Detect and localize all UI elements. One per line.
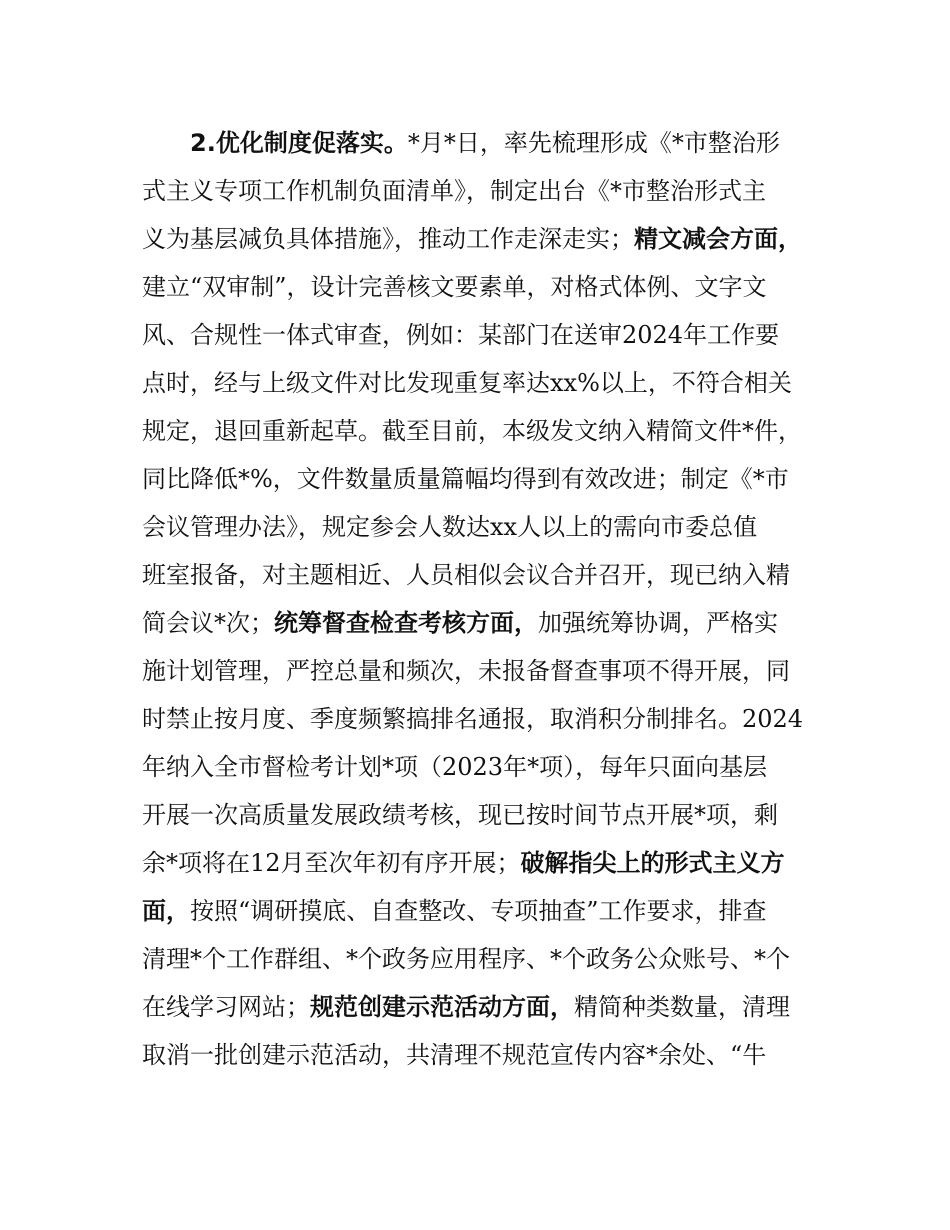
text-segment: 破解指尖上的形式主义方: [520, 849, 785, 877]
text-segment: 式主义专项工作机制负面清单》，制定出台《*市整治形式主: [142, 177, 766, 205]
text-segment: 规范创建示范活动方面，: [310, 993, 574, 1021]
text-segment: 取消一批创建示范活动，共清理不规范宣传内容*余处、“牛: [142, 1041, 767, 1069]
text-line: [142, 411, 802, 451]
text-segment: 年纳入全市督检考计划*项（2023年*项），每年只面向基层: [142, 753, 768, 781]
text-line: [142, 939, 790, 979]
text-segment: 施计划管理，严控总量和频次，未报备督查事项不得开展，同: [142, 657, 790, 685]
text-segment: 清理*个工作群组、*个政务应用程序、*个政务公众账号、*个: [142, 945, 790, 973]
text-line: [142, 315, 779, 355]
text-segment: 建立“双审制”，设计完善核文要素单，对格式体例、文字文: [142, 273, 767, 301]
text-segment: 同比降低*%，文件数量质量篇幅均得到有效改进；制定《*市: [142, 465, 789, 493]
text-segment: 会议管理办法》，规定参会人数达xx人以上的需向市委总值: [142, 513, 758, 541]
text-segment: 义为基层减负具体措施》，推动工作走深走实；: [142, 225, 634, 253]
text-line: [142, 795, 778, 835]
text-line: [142, 891, 767, 931]
text-line: [142, 843, 785, 883]
text-segment: 规定，退回重新起草。截至目前，本级发文纳入精简文件*件，: [142, 417, 802, 445]
text-line: [190, 123, 780, 163]
text-segment: 统筹督查检查考核方面，: [274, 609, 538, 637]
text-segment: 按照“调研摸底、自查整改、专项抽查”工作要求，排查: [190, 897, 767, 925]
text-segment: 面，: [142, 897, 190, 925]
text-segment: 2.优化制度促落实。: [190, 129, 408, 157]
text-line: [142, 219, 802, 259]
text-line: [142, 747, 767, 787]
text-segment: 时禁止按月度、季度频繁搞排名通报，取消积分制排名。2024: [142, 705, 804, 733]
text-segment: 余*项将在12月至次年初有序开展；: [142, 849, 521, 877]
text-segment: 加强统筹协调，严格实: [538, 609, 778, 637]
text-line: [142, 987, 790, 1027]
text-segment: 风、合规性一体式审查，例如：某部门在送审2024年工作要: [142, 321, 780, 349]
text-line: [142, 267, 767, 307]
text-segment: 简会议*次；: [142, 609, 274, 637]
text-segment: 精文减会方面，: [634, 225, 802, 253]
text-segment: 班室报备，对主题相近、人员相似会议合并召开，现已纳入精: [142, 561, 790, 589]
text-line: [142, 507, 757, 547]
text-segment: 在线学习网站；: [142, 993, 310, 1021]
text-line: [142, 1035, 766, 1075]
text-line: [142, 651, 790, 691]
text-segment: 点时，经与上级文件对比发现重复率达xx%以上，不符合相关: [142, 369, 792, 397]
text-line: [142, 699, 803, 739]
text-line: [142, 363, 792, 403]
text-line: [142, 603, 778, 643]
text-segment: 精简种类数量，清理: [574, 993, 790, 1021]
text-line: [142, 555, 790, 595]
text-segment: *月*日，率先梳理形成《*市整治形: [407, 129, 780, 157]
text-line: [142, 459, 789, 499]
text-line: [142, 171, 766, 211]
text-segment: 开展一次高质量发展政绩考核，现已按时间节点开展*项，剩: [142, 801, 778, 829]
